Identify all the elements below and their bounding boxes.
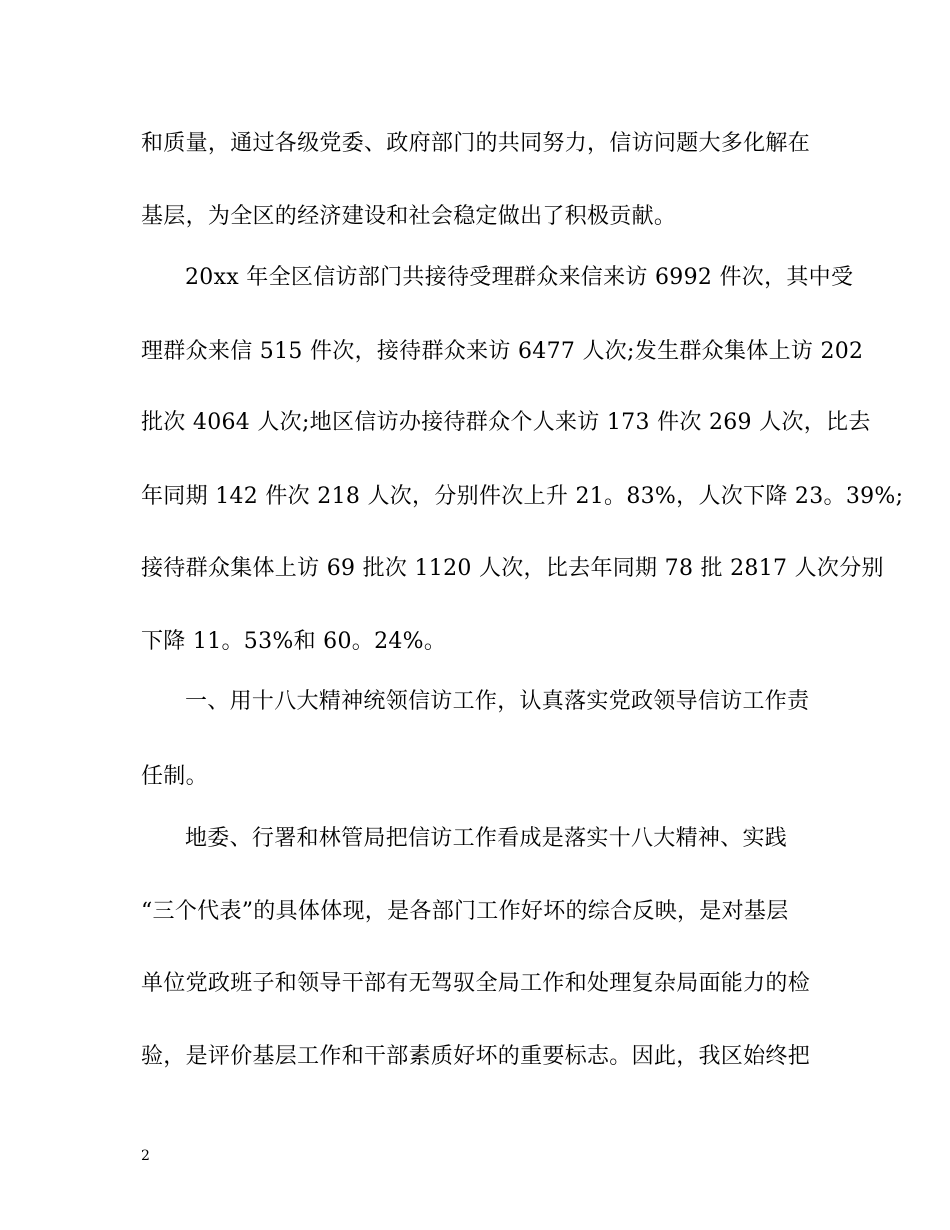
section-heading: 一、用十八大精神统领信访工作，认真落实党政领导信访工作责 — [185, 689, 810, 714]
body-text-line: 理群众来信 515 件次，接待群众来访 6477 人次;发生群众集体上访 202 — [141, 339, 864, 364]
body-text-line: 年同期 142 件次 218 人次，分别件次上升 21。83%，人次下降 23。39%; — [141, 484, 904, 509]
body-text-line: 验，是评价基层工作和干部素质好坏的重要标志。因此，我区始终把 — [141, 1044, 811, 1069]
paragraph-first-line: 地委、行署和林管局把信访工作看成是落实十八大精神、实践 — [185, 826, 788, 851]
paragraph-first-line: 20xx 年全区信访部门共接待受理群众来信来访 6992 件次，其中受 — [185, 265, 854, 290]
body-text-line: 单位党政班子和领导干部有无驾驭全局工作和处理复杂局面能力的检 — [141, 971, 811, 996]
body-text-line: 接待群众集体上访 69 批次 1120 人次，比去年同期 78 批 2817 人次分别 — [141, 556, 884, 581]
body-text-line: 下降 11。53%和 60。24%。 — [141, 629, 447, 654]
body-text-line: 基层，为全区的经济建设和社会稳定做出了积极贡献。 — [141, 204, 677, 229]
page-number: 2 — [141, 1148, 150, 1164]
body-text-line: 和质量，通过各级党委、政府部门的共同努力，信访问题大多化解在 — [141, 131, 811, 156]
body-text-line: “三个代表”的具体体现，是各部门工作好坏的综合反映，是对基层 — [141, 899, 789, 924]
section-heading-continued: 任制。 — [141, 764, 208, 789]
body-text-line: 批次 4064 人次;地区信访办接待群众个人来访 173 件次 269 人次，比去 — [141, 410, 871, 435]
